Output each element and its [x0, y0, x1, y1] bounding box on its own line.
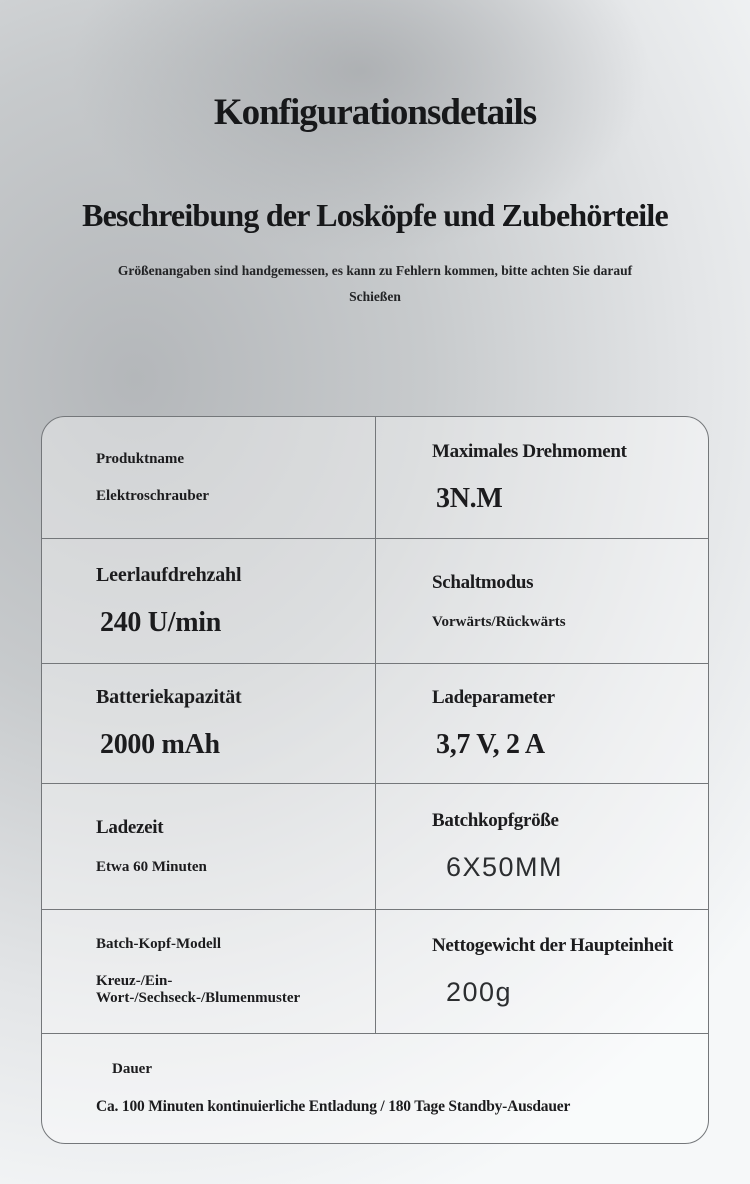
spec-value: 6X50MM — [446, 852, 564, 882]
spec-value: Vorwärts/Rückwärts — [432, 613, 566, 630]
spec-value: Kreuz-/Ein-Wort-/Sechseck-/Blumenmuster — [96, 973, 301, 1006]
spec-cell-produktname — [42, 417, 375, 538]
spec-cell-ladeparameter — [375, 663, 708, 783]
note-line-2: Schießen — [349, 289, 401, 304]
spec-value: 240 U/min — [100, 606, 221, 638]
spec-label: Batteriekapazität — [96, 686, 242, 708]
spec-cell-batchkopfgroesse — [375, 783, 708, 909]
spec-label: Nettogewicht der Haupteinheit — [432, 935, 674, 956]
spec-cell-batch-kopf-modell — [42, 909, 375, 1033]
spec-cell-dauer — [42, 1033, 708, 1143]
spec-cell-max-drehmoment — [375, 417, 708, 538]
spec-label: Leerlaufdrehzahl — [96, 563, 242, 586]
spec-label: Schaltmodus — [432, 571, 534, 593]
spec-value: 200g — [446, 977, 513, 1007]
spec-value: 2000 mAh — [100, 729, 220, 760]
spec-value: Elektroschrauber — [96, 487, 210, 504]
spec-label: Ladeparameter — [432, 686, 555, 708]
section-title: Beschreibung der Losköpfe und Zubehörteile — [82, 197, 668, 233]
spec-value: 3N.M — [436, 482, 503, 514]
spec-label: Dauer — [112, 1061, 152, 1077]
spec-label: Batchkopfgröße — [432, 810, 559, 831]
spec-label: Batch-Kopf-Modell — [96, 936, 221, 952]
spec-table — [41, 416, 709, 1144]
spec-label: Maximales Drehmoment — [432, 440, 627, 462]
spec-cell-leerlaufdrehzahl — [42, 538, 375, 663]
spec-label: Produktname — [96, 450, 185, 467]
note-line-1: Größenangaben sind handgemessen, es kann zu Fehlern kommen, bitte achten Sie darauf — [117, 263, 633, 278]
spec-cell-nettogewicht — [375, 909, 708, 1033]
spec-cell-ladezeit — [42, 783, 375, 909]
spec-cell-batteriekapazitaet — [42, 663, 375, 783]
size-note — [75, 258, 675, 310]
spec-cell-schaltmodus — [375, 538, 708, 663]
spec-value: Ca. 100 Minuten kontinuierliche Entladung / 180 Tage Standby-Ausdauer — [96, 1098, 571, 1115]
spec-label: Ladezeit — [96, 817, 164, 838]
spec-value: Etwa 60 Minuten — [96, 859, 207, 875]
spec-value: 3,7 V, 2 A — [436, 728, 545, 760]
page-title: Konfigurationsdetails — [213, 92, 537, 133]
